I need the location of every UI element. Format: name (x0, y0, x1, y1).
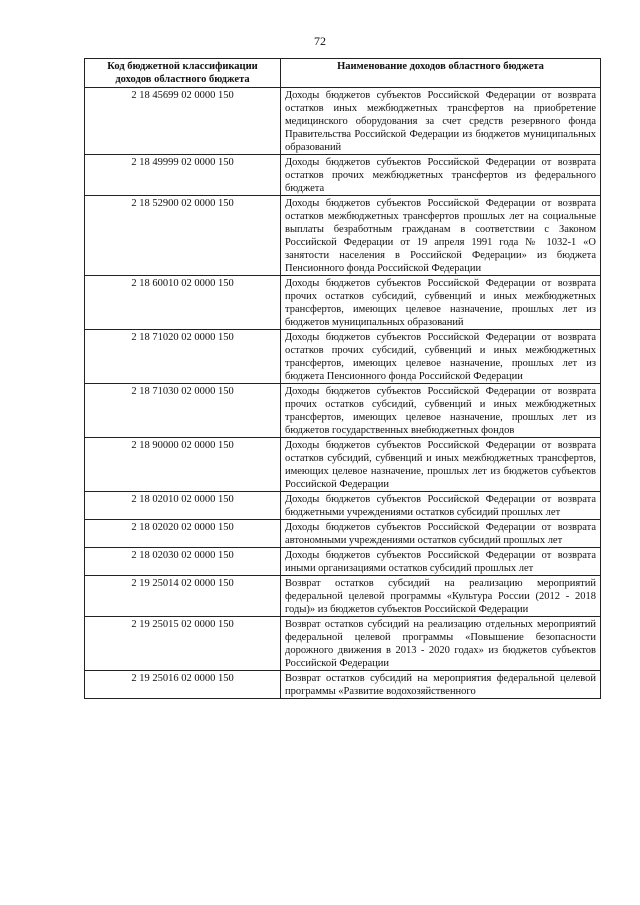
row-code: 2 19 25014 02 0000 150 (85, 576, 281, 617)
row-name: Возврат остатков субсидий на реализацию мероприятий федеральной целевой программы «Культура России (2012 - 2018 годы)» из бюджетов субъектов Российской Федерации (281, 576, 601, 617)
row-name: Доходы бюджетов субъектов Российской Федерации от возврата прочих остатков субсидий, субвенций и иных межбюджетных трансфертов, имеющих целевое назначение, прошлых лет из бюджетов государственных внебюджетных фондов (281, 384, 601, 438)
row-name: Доходы бюджетов субъектов Российской Федерации от возврата остатков иных межбюджетных трансфертов на приобретение медицинского оборудования за счет средств резервного фонда Правительства Российской Федерации из бюджетов муниципальных образований (281, 88, 601, 155)
table-header-row (85, 59, 601, 88)
row-code: 2 19 25015 02 0000 150 (85, 617, 281, 671)
table-row (85, 88, 601, 155)
table-row (85, 438, 601, 492)
row-name: Доходы бюджетов субъектов Российской Федерации от возврата бюджетными учреждениями остатков субсидий прошлых лет (281, 492, 601, 520)
row-code: 2 18 52900 02 0000 150 (85, 196, 281, 276)
table-row (85, 330, 601, 384)
table-row (85, 155, 601, 196)
row-code: 2 18 71020 02 0000 150 (85, 330, 281, 384)
row-code: 2 18 45699 02 0000 150 (85, 88, 281, 155)
budget-revenue-table (84, 58, 601, 699)
row-name: Доходы бюджетов субъектов Российской Федерации от возврата прочих остатков субсидий, субвенций и иных межбюджетных трансфертов, имеющих целевое назначение, прошлых лет из бюджетов муниципальных образований (281, 276, 601, 330)
row-name: Доходы бюджетов субъектов Российской Федерации от возврата иными организациями остатков субсидий прошлых лет (281, 548, 601, 576)
row-name: Доходы бюджетов субъектов Российской Федерации от возврата остатков субсидий, субвенций и иных межбюджетных трансфертов, имеющих целевое назначение, прошлых лет из бюджетов субъектов Российской Федерации (281, 438, 601, 492)
header-code: Код бюджетной классификации доходов областного бюджета (85, 59, 281, 88)
row-code: 2 18 49999 02 0000 150 (85, 155, 281, 196)
row-code: 2 18 02010 02 0000 150 (85, 492, 281, 520)
row-code: 2 18 90000 02 0000 150 (85, 438, 281, 492)
table-row (85, 671, 601, 699)
table-row (85, 276, 601, 330)
table-row (85, 196, 601, 276)
row-code: 2 18 02030 02 0000 150 (85, 548, 281, 576)
row-code: 2 19 25016 02 0000 150 (85, 671, 281, 699)
row-code: 2 18 71030 02 0000 150 (85, 384, 281, 438)
page-number: 72 (314, 34, 326, 48)
row-name: Доходы бюджетов субъектов Российской Федерации от возврата остатков прочих субсидий, субвенций и иных межбюджетных трансфертов, имеющих целевое назначение, прошлых лет из бюджета Пенсионного фонда Российской Федерации (281, 330, 601, 384)
table-row (85, 576, 601, 617)
header-name: Наименование доходов областного бюджета (281, 59, 601, 88)
table-row (85, 548, 601, 576)
row-name: Доходы бюджетов субъектов Российской Федерации от возврата автономными учреждениями остатков субсидий прошлых лет (281, 520, 601, 548)
row-code: 2 18 60010 02 0000 150 (85, 276, 281, 330)
row-name: Возврат остатков субсидий на реализацию отдельных мероприятий федеральной целевой программы «Повышение безопасности дорожного движения в 2013 - 2020 годах» из бюджетов субъектов Российской Федерации (281, 617, 601, 671)
row-name: Возврат остатков субсидий на мероприятия федеральной целевой программы «Развитие водохозяйственного (281, 671, 601, 699)
row-code: 2 18 02020 02 0000 150 (85, 520, 281, 548)
table-row (85, 492, 601, 520)
row-name: Доходы бюджетов субъектов Российской Федерации от возврата остатков прочих межбюджетных трансфертов из федерального бюджета (281, 155, 601, 196)
row-name: Доходы бюджетов субъектов Российской Федерации от возврата остатков межбюджетных трансфертов прошлых лет на социальные выплаты безработным гражданам в соответствии с Законом Российской Федерации от 19 апреля 1991 года № 1032-1 «О занятости населения в Российской Федерации» из бюджета Пенсионного фонда Российской Федерации (281, 196, 601, 276)
table-row (85, 384, 601, 438)
table-row (85, 617, 601, 671)
table-row (85, 520, 601, 548)
